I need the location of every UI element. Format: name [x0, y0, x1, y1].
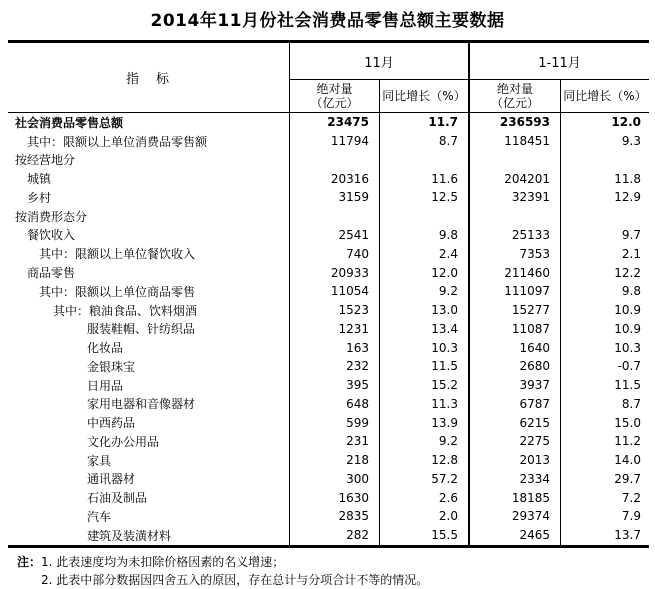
row-value: 10.9	[614, 321, 641, 336]
row-value: 9.3	[621, 134, 641, 149]
row-value: 15.0	[614, 415, 641, 430]
table-row	[8, 169, 649, 188]
row-value: 3937	[470, 376, 561, 395]
footnotes	[17, 553, 655, 589]
row-value: 11.7	[380, 113, 470, 132]
row-label: 商品零售	[8, 263, 290, 282]
row-value: 15.5	[380, 526, 470, 545]
row-value: 11.2	[614, 434, 641, 449]
absolute-label-line1: 绝对量	[316, 82, 353, 96]
table-row	[8, 188, 649, 207]
subheader-row-november	[290, 80, 468, 112]
row-value	[380, 151, 470, 170]
table-row	[8, 319, 649, 338]
row-value: 32391	[470, 188, 561, 207]
yoy-label: 同比增长（%）	[563, 89, 647, 103]
absolute-label-line1: 绝对量	[496, 82, 533, 96]
row-label: 化妆品	[8, 338, 290, 357]
absolute-label-line2: （亿元）	[310, 96, 359, 110]
table-row	[8, 394, 649, 413]
table-row	[8, 507, 649, 526]
group-label-jan-to-november: 1-11月	[470, 43, 649, 80]
table-row	[8, 132, 649, 151]
table-row	[8, 338, 649, 357]
row-value: 11054	[290, 282, 380, 301]
row-value	[290, 151, 380, 170]
table-row	[8, 413, 649, 432]
row-label: 服装鞋帽、针纺织品	[8, 319, 290, 338]
row-value: 118451	[470, 132, 561, 151]
row-value: 6215	[470, 413, 561, 432]
row-value: 9.8	[621, 284, 641, 299]
row-value: 11087	[470, 319, 561, 338]
table-row	[8, 432, 649, 451]
row-value: 12.0	[380, 263, 470, 282]
row-value: 2334	[470, 470, 561, 489]
table-row	[8, 226, 649, 245]
row-value: 15277	[470, 301, 561, 320]
row-value: 7.9	[621, 509, 641, 524]
row-label: 其中：限额以上单位商品零售	[8, 282, 290, 301]
table-body	[8, 113, 649, 545]
row-value: 12.8	[380, 451, 470, 470]
row-value: 163	[290, 338, 380, 357]
row-value: 395	[290, 376, 380, 395]
row-value: 236593	[470, 113, 561, 132]
table-row	[8, 470, 649, 489]
row-value: 2.1	[621, 246, 641, 261]
row-value: 2835	[290, 507, 380, 526]
table-row	[8, 301, 649, 320]
row-label: 社会消费品零售总额	[8, 113, 290, 132]
row-label: 通讯器材	[8, 470, 290, 489]
row-value: 29.7	[614, 471, 641, 486]
row-value: 204201	[470, 169, 561, 188]
row-value: 10.3	[380, 338, 470, 357]
row-value: 2.6	[380, 488, 470, 507]
row-value: 282	[290, 526, 380, 545]
table-row	[8, 244, 649, 263]
row-value: 1640	[470, 338, 561, 357]
row-value: 23475	[290, 113, 380, 132]
row-value: 20316	[290, 169, 380, 188]
row-label: 建筑及装潢材料	[8, 526, 290, 545]
table-row	[8, 151, 649, 170]
row-label: 其中：限额以上单位消费品零售额	[8, 132, 290, 151]
subheader-row-jan-to-november	[470, 80, 649, 112]
absolute-label-line2: （亿元）	[490, 96, 539, 110]
row-value: 6787	[470, 394, 561, 413]
table-row	[8, 488, 649, 507]
row-value: 2.4	[380, 244, 470, 263]
row-value: 12.5	[380, 188, 470, 207]
row-value: 25133	[470, 226, 561, 245]
column-group-november	[290, 43, 470, 112]
row-label: 按消费形态分	[8, 207, 290, 226]
row-label: 按经营地分	[8, 151, 290, 170]
row-value: 648	[290, 394, 380, 413]
row-value: 11.3	[380, 394, 470, 413]
table-row	[8, 207, 649, 226]
row-label: 中西药品	[8, 413, 290, 432]
row-value: 599	[290, 413, 380, 432]
row-value: 111097	[470, 282, 561, 301]
table-row	[8, 282, 649, 301]
footnote-text-2: 2. 此表中部分数据因四舍五入的原因，存在总计与分项合计不等的情况。	[41, 572, 429, 587]
table-row	[8, 526, 649, 545]
footnote-prefix: 注：	[17, 554, 42, 569]
row-value: 13.9	[380, 413, 470, 432]
row-value	[290, 207, 380, 226]
row-value: 12.0	[611, 115, 641, 130]
table-row	[8, 451, 649, 470]
row-value: 2013	[470, 451, 561, 470]
row-value: 11.6	[380, 169, 470, 188]
row-label: 汽车	[8, 507, 290, 526]
row-value: 9.2	[380, 432, 470, 451]
row-value: 12.9	[614, 190, 641, 205]
row-value: 1523	[290, 301, 380, 320]
row-label: 家用电器和音像器材	[8, 394, 290, 413]
row-value: 1630	[290, 488, 380, 507]
row-value: 218	[290, 451, 380, 470]
row-value: 11794	[290, 132, 380, 151]
row-value: 231	[290, 432, 380, 451]
row-value: 211460	[470, 263, 561, 282]
row-value: 1231	[290, 319, 380, 338]
column-group-jan-to-november	[470, 43, 649, 112]
row-value: 300	[290, 470, 380, 489]
row-value: 13.0	[380, 301, 470, 320]
row-value: 11.8	[614, 171, 641, 186]
row-value	[380, 207, 470, 226]
group-label-november: 11月	[290, 43, 468, 80]
retail-sales-table	[8, 40, 649, 548]
row-value: 57.2	[380, 470, 470, 489]
row-value	[470, 207, 561, 226]
row-value: 11.5	[614, 378, 641, 393]
indicator-header-cell: 指 标	[8, 43, 290, 112]
row-label: 文化办公用品	[8, 432, 290, 451]
row-label: 家具	[8, 451, 290, 470]
footnote-text-1: 1. 此表速度均为未扣除价格因素的名义增速；	[41, 554, 285, 569]
table-header	[8, 43, 649, 113]
row-value: 9.7	[621, 227, 641, 242]
row-label: 乡村	[8, 188, 290, 207]
row-value: 2275	[470, 432, 561, 451]
row-value: 10.9	[614, 303, 641, 318]
row-value: 232	[290, 357, 380, 376]
row-value: 15.2	[380, 376, 470, 395]
row-value: 7353	[470, 244, 561, 263]
table-row	[8, 376, 649, 395]
row-value: 740	[290, 244, 380, 263]
row-label: 其中：限额以上单位餐饮收入	[8, 244, 290, 263]
row-value	[561, 151, 649, 170]
row-label: 日用品	[8, 376, 290, 395]
row-value: 11.5	[380, 357, 470, 376]
yoy-label: 同比增长（%）	[382, 89, 466, 103]
row-value: 2465	[470, 526, 561, 545]
row-value: 18185	[470, 488, 561, 507]
row-value: 2680	[470, 357, 561, 376]
row-value: 8.7	[621, 396, 641, 411]
row-value: 8.7	[380, 132, 470, 151]
row-label: 其中：粮油食品、饮料烟酒	[8, 301, 290, 320]
row-value: 9.2	[380, 282, 470, 301]
row-label: 石油及制品	[8, 488, 290, 507]
row-value: 12.2	[614, 265, 641, 280]
row-value: 13.7	[614, 528, 641, 543]
row-value	[561, 207, 649, 226]
subheader-yoy-november	[380, 80, 468, 112]
row-value: 20933	[290, 263, 380, 282]
table-row	[8, 113, 649, 132]
row-value	[470, 151, 561, 170]
table-row	[8, 263, 649, 282]
row-value: 2.0	[380, 507, 470, 526]
table-row	[8, 357, 649, 376]
row-label: 城镇	[8, 169, 290, 188]
row-value: 7.2	[621, 490, 641, 505]
row-label: 餐饮收入	[8, 226, 290, 245]
row-value: 3159	[290, 188, 380, 207]
page-title: 2014年11月份社会消费品零售总额主要数据	[150, 11, 505, 31]
footnote-line-1	[17, 553, 655, 571]
row-value: 2541	[290, 226, 380, 245]
row-value: 13.4	[380, 319, 470, 338]
row-value: 9.8	[380, 226, 470, 245]
row-value: -0.7	[617, 359, 641, 374]
subheader-yoy-jan-to-november	[561, 80, 649, 112]
subheader-absolute-november	[290, 80, 380, 112]
row-value: 29374	[470, 507, 561, 526]
row-value: 10.3	[614, 340, 641, 355]
row-label: 金银珠宝	[8, 357, 290, 376]
footnote-line-2	[41, 571, 655, 589]
row-value: 14.0	[614, 453, 641, 468]
subheader-absolute-jan-to-november	[470, 80, 561, 112]
